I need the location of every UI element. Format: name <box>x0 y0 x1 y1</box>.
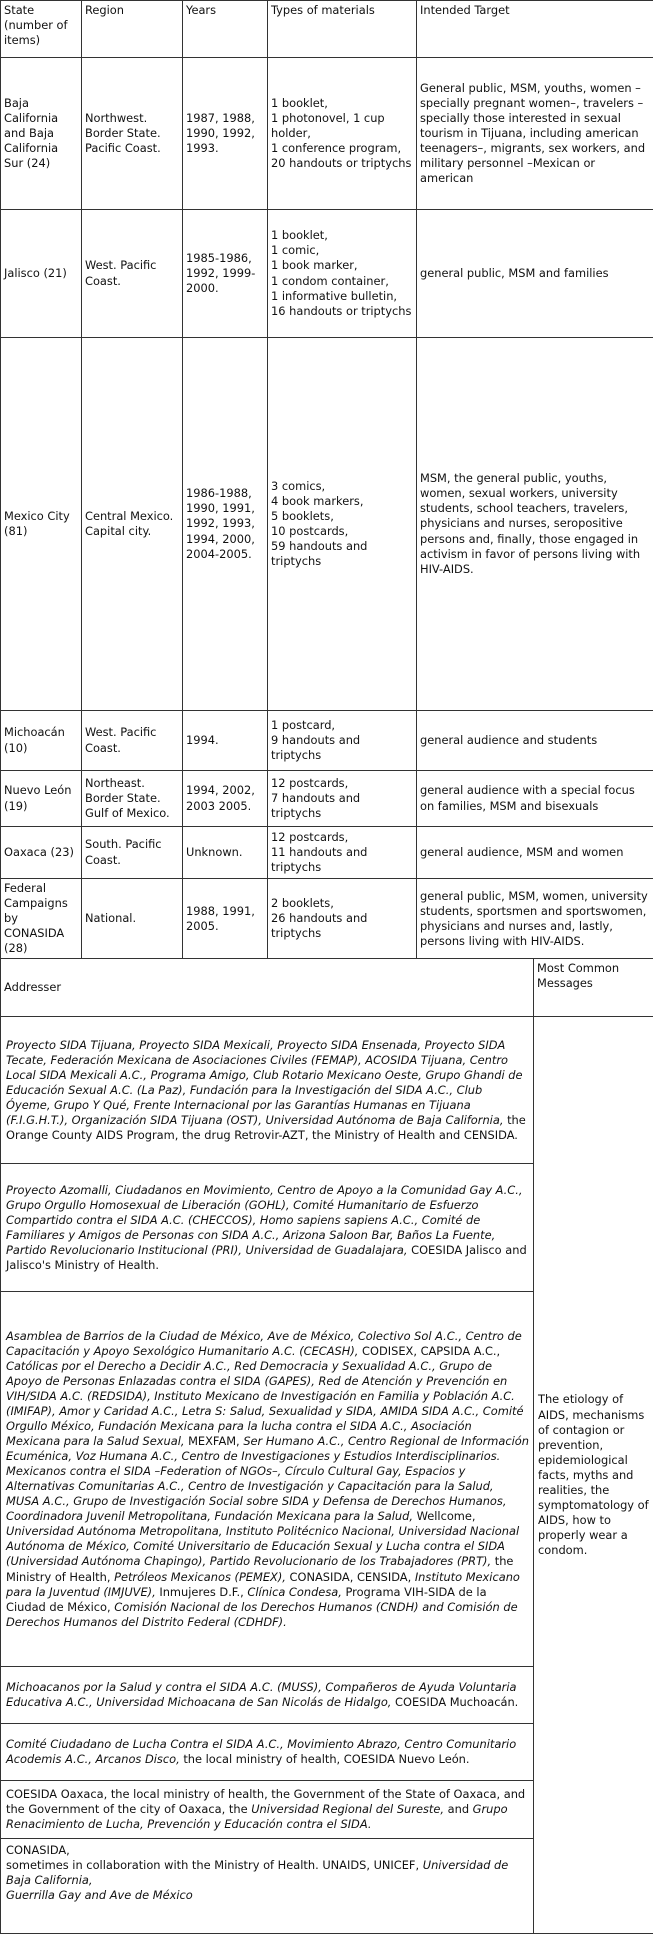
table-row <box>1 210 653 338</box>
material-line: 1 conference program, <box>271 141 402 156</box>
addresser-text: Grupo Renacimiento de Lucha, Prevención y Educación contra el SIDA. <box>6 1802 508 1832</box>
cell-region: National. <box>82 879 183 959</box>
header-materials: Types of materials <box>268 1 417 58</box>
material-line: 12 postcards, <box>271 775 349 790</box>
addresser-text: Clínica Condesa, <box>247 1584 342 1599</box>
addresser-text: Ser Humano A.C., Centro Regional de Información Ecuménica, Voz Humana A.C., Centro de Investigaciones y Estudios Interdisciplinarios. Mexicanos contra el SIDA –Federation of NGOs–, Círculo Cultural Gay, Espacios y Alternativas Comunitarias A.C., Centro de Investigación y Capacitación para la Salud, MUSA A.C., Grupo de Investigación Social sobre SIDA y Defensa de Derechos Humanos, Coordinadora Juvenil Metropolitana, Fundación Mexicana para la Salud, <box>6 1434 529 1524</box>
cell-addresser <box>1 1292 534 1667</box>
cell-state: Michoacán (10) <box>1 711 82 771</box>
cell-years: 1988, 1991, 2005. <box>183 879 268 959</box>
header-target: Intended Target <box>417 1 653 58</box>
addresser-text: Comité Ciudadano de Lucha Contra el SIDA A.C., Movimiento Abrazo, Centro Comunitario Acodemis A.C., Arcanos Disco, <box>6 1737 517 1767</box>
material-line: 1 postcard, <box>271 717 336 732</box>
material-line: 26 handouts and triptychs <box>271 911 368 941</box>
addresser-text: sometimes in collaboration with the Ministry of Health. UNAIDS, UNICEF, <box>6 1858 420 1873</box>
cell-region: West. Pacific Coast. <box>82 210 183 338</box>
cell-state: Federal Campaigns by CONASIDA (28) <box>1 879 82 959</box>
cell-region: Northeast. Border State. Gulf of Mexico. <box>82 771 183 827</box>
addresser-text: the Orange County AIDS Program, the drug Retrovir-AZT, the Ministry of Health and CENSIDA. <box>6 1112 526 1142</box>
addresser-table-header <box>1 959 653 1017</box>
material-line: 10 postcards, <box>271 524 349 538</box>
cell-region: Central Mexico. Capital city. <box>82 338 183 711</box>
material-line: 1 booklet, <box>271 95 328 110</box>
material-line: 3 comics, <box>271 478 326 493</box>
addresser-text: and <box>444 1802 473 1817</box>
material-line: 1 photonovel, 1 cup holder, <box>271 110 385 140</box>
material-line: 7 handouts and triptychs <box>271 790 361 821</box>
addresser-text: Petróleos Mexicanos (PEMEX), <box>114 1569 286 1584</box>
table-row <box>1 338 653 711</box>
material-line: 59 handouts and triptychs <box>271 539 368 569</box>
material-line: 20 handouts or triptychs <box>271 156 412 171</box>
header-years: Years <box>183 1 268 58</box>
cell-materials <box>268 879 417 959</box>
addresser-text: CODISEX, CAPSIDA A.C., <box>358 1343 501 1358</box>
header-addresser: Addresser <box>1 959 534 1017</box>
addresser-text: the Ministry of Health, <box>6 1554 514 1584</box>
cell-years: 1986-1988, 1990, 1991, 1992, 1993, 1994, 2000, 2004-2005. <box>183 338 268 711</box>
cell-state: Oaxaca (23) <box>1 827 82 879</box>
cell-materials <box>268 338 417 711</box>
cell-messages: The etiology of AIDS, mechanisms of contagion or prevention, epidemiological facts, myths and realities, the symptomatology of AIDS, how to properly wear a condom. <box>534 1017 653 1934</box>
addresser-text: Michoacanos por la Salud y contra el SIDA A.C. (MUSS), Compañeros de Ayuda Voluntaria Educativa A.C., Universidad Michoacana de San Nicolás de Hidalgo, <box>6 1680 517 1710</box>
material-line: 1 book marker, <box>271 258 358 273</box>
cell-target: general audience with a special focus on families, MSM and bisexuals <box>417 771 653 827</box>
addresser-text: Comisión Nacional de los Derechos Humanos (CNDH) and Comisión de Derechos Humanos del Distrito Federal (CDHDF). <box>6 1599 518 1629</box>
material-line: 9 handouts and triptychs <box>271 732 361 763</box>
material-line: 1 informative bulletin, <box>271 288 398 303</box>
cell-addresser <box>1 1724 534 1781</box>
header-messages: Most Common Messages <box>534 959 653 1017</box>
table-row <box>1 771 653 827</box>
addresser-text: Asamblea de Barrios de la Ciudad de México, Ave de México, Colectivo Sol A.C., Centro de Capacitación y Apoyo Sexológico Humanitario A.C. (CECASH), <box>6 1328 522 1358</box>
cell-region: South. Pacific Coast. <box>82 827 183 879</box>
cell-materials <box>268 210 417 338</box>
cell-addresser <box>1 1781 534 1839</box>
material-line: 16 handouts or triptychs <box>271 303 412 318</box>
materials-table <box>0 0 653 959</box>
cell-materials <box>268 827 417 879</box>
cell-target: MSM, the general public, youths, women, sexual workers, university students, school teachers, travelers, physicians and nurses, seropositive persons and, finally, those engaged in activism in favor of persons living with HIV-AIDS. <box>417 338 653 711</box>
addresser-text: Programa VIH-SIDA de la Ciudad de México, <box>6 1584 487 1614</box>
addresser-text: Universidad de Baja California, Guerrilla Gay and Ave de México <box>6 1858 509 1903</box>
cell-addresser <box>1 1017 534 1164</box>
table-row <box>1 879 653 959</box>
addresser-text: Proyecto Azomalli, Ciudadanos en Movimiento, Centro de Apoyo a la Comunidad Gay A.C., Grupo Orgullo Homosexual de Liberación (GOHL), Comité Humanitario de Esfuerzo Compartido contra el SIDA A.C. (CHECCOS), Homo sapiens sapiens A.C., Comité de Familiares y Amigos de Personas con SIDA A.C., Arizona Saloon Bar, Baños La Fuente, Partido Revolucionario Institucional (PRI), Universidad de Guadalajara, <box>6 1182 523 1257</box>
header-state: State (number of items) <box>1 1 82 58</box>
material-line: 1 booklet, <box>271 228 328 243</box>
cell-state: Nuevo León (19) <box>1 771 82 827</box>
cell-years: 1994. <box>183 711 268 771</box>
cell-addresser <box>1 1164 534 1292</box>
addresser-text: Wellcome, <box>413 1509 476 1524</box>
cell-materials <box>268 711 417 771</box>
addresser-table <box>0 958 653 1934</box>
cell-years: 1987, 1988, 1990, 1992, 1993. <box>183 58 268 210</box>
cell-target: general public, MSM, women, university students, sportsmen and sportswomen, physicians and nurses and, lastly, persons living with HIV-AIDS. <box>417 879 653 959</box>
cell-years: 1985-1986, 1992, 1999-2000. <box>183 210 268 338</box>
table-row <box>1 827 653 879</box>
material-line: 4 book markers, <box>271 493 364 508</box>
addresser-text: Proyecto SIDA Tijuana, Proyecto SIDA Mexicali, Proyecto SIDA Ensenada, Proyecto SIDA Tecate, Federación Mexicana de Asociaciones Civiles (FEMAP), ACOSIDA Tijuana, Centro Local SIDA Mexicali A.C., Programa Amigo, Club Rotario Mexicano Oeste, Grupo Ghandi de Educación Sexual A.C. (La Paz), Fundación para la Investigación del SIDA A.C., Club Óyeme, Grupo Y Qué, Frente Internacional por las Garantías Humanas en Tijuana (F.I.G.H.T.), Organización SIDA Tijuana (OST), Universidad Autónoma de Baja California, <box>6 1037 523 1127</box>
addresser-text: the local ministry of health, COESIDA Nuevo León. <box>179 1752 470 1767</box>
cell-state: Jalisco (21) <box>1 210 82 338</box>
material-line: 5 booklets, <box>271 508 334 523</box>
addresser-text: Instituto Mexicano para la Juventud (IMJUVE), <box>6 1569 520 1599</box>
cell-materials <box>268 771 417 827</box>
addresser-text: COESIDA Muchoacán. <box>391 1695 519 1710</box>
cell-years: Unknown. <box>183 827 268 879</box>
cell-state: Mexico City (81) <box>1 338 82 711</box>
cell-years: 1994, 2002, 2003 2005. <box>183 771 268 827</box>
materials-table-header <box>1 1 653 58</box>
material-line: 11 handouts and triptychs <box>271 844 368 875</box>
addresser-text: Católicas por el Derecho a Decidir A.C., Red Democracia y Sexualidad A.C., Grupo de Apoyo de Personas Enlazadas contra el SIDA (GAPES), Red de Atención y Prevención en VIH/SIDA A.C. (REDSIDA), Instituto Mexicano de Investigación en Familia y Población A.C. (IMIFAP), Amor y Caridad A.C., Letra S: Salud, Sexualidad y SIDA, AMIDA SIDA A.C., Comité Orgullo México, Fundación Mexicana para la lucha contra el SIDA A.C., Asociación Mexicana para la Salud Sexual, <box>6 1358 524 1449</box>
cell-target: General public, MSM, youths, women –specially pregnant women–, travelers –specially those interested in sexual tourism in Tijuana, including american teenagers–, migrants, sex workers, and military personnel –Mexican or american <box>417 58 653 210</box>
cell-materials <box>268 58 417 210</box>
table-row <box>1 1017 653 1164</box>
addresser-text: Universidad Regional del Sureste, <box>251 1802 444 1817</box>
material-line: 12 postcards, <box>271 829 349 844</box>
material-line: 1 comic, <box>271 243 320 258</box>
cell-state: Baja California and Baja California Sur (24) <box>1 58 82 210</box>
table-row <box>1 58 653 210</box>
cell-region: West. Pacific Coast. <box>82 711 183 771</box>
cell-addresser <box>1 1839 534 1934</box>
material-line: 1 condom container, <box>271 273 389 288</box>
addresser-text: CONASIDA, <box>6 1843 70 1858</box>
cell-target: general audience, MSM and women <box>417 827 653 879</box>
cell-addresser <box>1 1667 534 1724</box>
addresser-text: Inmujeres D.F., <box>155 1584 248 1599</box>
material-line: 2 booklets, <box>271 896 334 911</box>
cell-target: general public, MSM and families <box>417 210 653 338</box>
addresser-text: COESIDA Oaxaca, the local ministry of health, the Government of the State of Oaxaca, and the Government of the city of Oaxaca, the <box>6 1787 526 1817</box>
addresser-text: CONASIDA, CENSIDA, <box>285 1569 415 1584</box>
addresser-text: COESIDA Jalisco and Jalisco's Ministry of Health. <box>6 1242 527 1272</box>
addresser-text: MEXFAM, <box>184 1434 244 1449</box>
table-row <box>1 711 653 771</box>
cell-target: general audience and students <box>417 711 653 771</box>
cell-region: Northwest. Border State. Pacific Coast. <box>82 58 183 210</box>
header-region: Region <box>82 1 183 58</box>
addresser-text: Universidad Autónoma Metropolitana, Instituto Politécnico Nacional, Universidad Nacional Autónoma de México, Comité Universitario de Educación Sexual y Lucha contra el SIDA (Universidad Autónoma Chapingo), Partido Revolucionario de los Trabajadores (PRT), <box>6 1524 520 1569</box>
